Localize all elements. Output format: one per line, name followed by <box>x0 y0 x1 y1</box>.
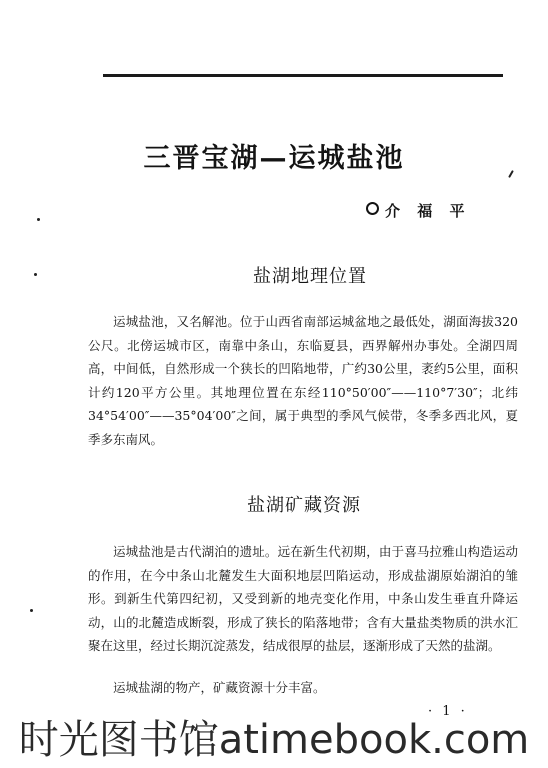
paragraph-resources-intro: 运城盐湖的物产，矿藏资源十分丰富。 <box>113 680 326 695</box>
section-heading-location: 盐湖地理位置 <box>253 266 367 287</box>
paragraph-origin: 运城盐池是古代湖泊的遗址。远在新生代初期，由于喜马拉雅山构造运动的作用，在今中条山北麓发生大面积地层凹陷运动，形成盐湖原始湖泊的雏形。到新生代第四纪初，又受到新的地壳变化作用，中条山发生垂直升降运动，山的北麓造成断裂，形成了狭长的陷落地带；含有大量盐类物质的洪水汇聚在这里，经过长期沉淀蒸发，结成很厚的盐层，逐渐形成了天然的盐湖。 <box>88 544 518 653</box>
paragraph-location: 运城盐池，又名解池。位于山西省南部运城盆地之最低处，湖面海拔320公尺。北傍运城市区，南靠中条山，东临夏县，西界解州办事处。全湖四周高，中间低，自然形成一个狭长的凹陷地带，广约30公里，袤约5公里，面积计约120平方公里。其地理位置在东经110°50′00″——110°7′30″；北纬34°54′00″——35°04′00″之间，属于典型的季风气候带，冬季多西北风，夏季多东南风。 <box>88 314 518 447</box>
scan-speck <box>37 218 40 221</box>
author-byline <box>366 200 470 221</box>
section-heading-resources: 盐湖矿藏资源 <box>247 495 361 516</box>
article-title: 三晋宝湖—运城盐池 <box>143 143 405 174</box>
circle-marker-icon <box>366 202 379 215</box>
site-watermark: 时光图书馆atimebook.com <box>18 717 530 763</box>
scan-speck <box>30 609 33 612</box>
page-number: · 1 · <box>428 704 468 719</box>
header-rule <box>103 74 503 77</box>
scan-speck <box>34 273 37 276</box>
author-name: 介 福 平 <box>385 202 471 220</box>
